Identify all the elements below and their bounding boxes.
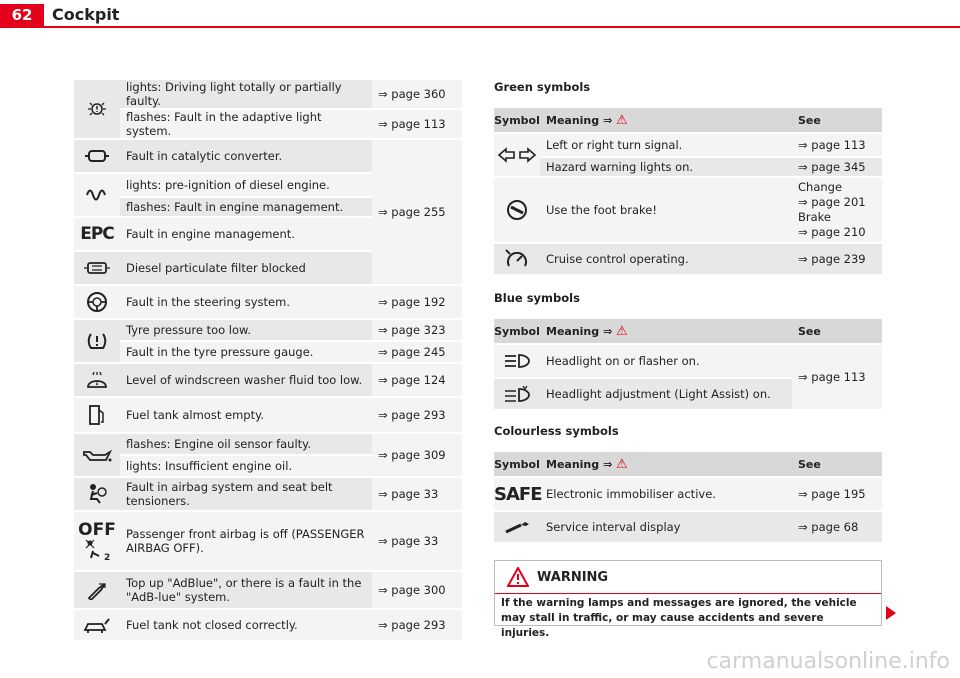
- row-text: lights: pre-ignition of diesel engine.: [120, 173, 372, 197]
- row-text: lights: Driving light totally or partially faulty.: [120, 80, 372, 109]
- col-see: See: [792, 108, 882, 133]
- row-text: flashes: Fault in engine management.: [120, 197, 372, 217]
- row-text: Left or right turn signal.: [540, 133, 792, 157]
- warning-text: If the warning lamps and messages are ignored, the vehicle may stall in traffic, or may cause accidents and severe injuries.: [501, 597, 857, 639]
- page-ref[interactable]: ⇒ page 195: [792, 477, 882, 511]
- turn-signal-icon: [494, 133, 540, 177]
- row-text: flashes: Fault in the adaptive light system.: [120, 109, 372, 139]
- warning-triangle-icon: [507, 567, 529, 587]
- col-symbol: Symbol: [494, 319, 540, 344]
- row-text: Fault in the tyre pressure gauge.: [120, 341, 372, 363]
- airbag-icon: [74, 477, 120, 511]
- adblue-icon: [74, 571, 120, 609]
- page-ref[interactable]: ⇒ page 33: [372, 477, 462, 511]
- next-page-arrow-icon[interactable]: [886, 606, 896, 620]
- page-ref[interactable]: ⇒ page 360: [372, 80, 462, 109]
- page-ref[interactable]: ⇒ page 113: [792, 344, 882, 410]
- page-ref[interactable]: ⇒ page 309: [372, 433, 462, 477]
- watermark: carmanualsonline.info: [706, 649, 950, 674]
- page-ref[interactable]: ⇒ page 113: [792, 133, 882, 157]
- steering-icon: [74, 285, 120, 319]
- row-text: lights: Insufficient engine oil.: [120, 455, 372, 477]
- row-text: flashes: Engine oil sensor faulty.: [120, 433, 372, 455]
- catalytic-converter-icon: [74, 139, 120, 173]
- airbag-off-icon: OFF 2: [74, 511, 120, 571]
- row-text: Diesel particulate filter blocked: [120, 251, 372, 285]
- light-assist-icon: [494, 378, 540, 410]
- row-text: Level of windscreen washer fluid too low.: [120, 363, 372, 397]
- page-ref[interactable]: ⇒ page 33: [372, 511, 462, 571]
- page-ref[interactable]: ⇒ page 239: [792, 243, 882, 275]
- page-number: 62: [0, 4, 44, 26]
- svg-text:2: 2: [104, 553, 110, 561]
- page-ref[interactable]: ⇒ page 255: [372, 139, 462, 285]
- col-see: See: [792, 319, 882, 344]
- row-text: Electronic immobiliser active.: [540, 477, 792, 511]
- page-ref[interactable]: ⇒ page 345: [792, 157, 882, 177]
- colourless-symbols-table: [494, 452, 882, 544]
- row-text: Headlight adjustment (Light Assist) on.: [540, 378, 792, 410]
- col-meaning: Meaning ⇒ ⚠: [540, 452, 792, 477]
- row-text: Tyre pressure too low.: [120, 319, 372, 341]
- fuel-cap-icon: [74, 609, 120, 641]
- green-symbols-title: Green symbols: [494, 80, 591, 94]
- washer-fluid-icon: [74, 363, 120, 397]
- row-text: Fault in engine management.: [120, 217, 372, 251]
- row-text: Fault in airbag system and seat belt tensioners.: [120, 477, 372, 511]
- warning-triangle-icon: ⚠: [616, 112, 628, 128]
- col-meaning: Meaning ⇒ ⚠: [540, 108, 792, 133]
- light-fault-icon: [74, 80, 120, 139]
- page-ref[interactable]: ⇒ page 300: [372, 571, 462, 609]
- col-symbol: Symbol: [494, 452, 540, 477]
- warning-header: [495, 561, 881, 594]
- col-meaning: Meaning ⇒ ⚠: [540, 319, 792, 344]
- page-ref[interactable]: ⇒ page 124: [372, 363, 462, 397]
- row-text: Headlight on or flasher on.: [540, 344, 792, 378]
- glow-plug-icon: [74, 173, 120, 217]
- oil-icon: [74, 433, 120, 477]
- col-see: See: [792, 452, 882, 477]
- page-ref[interactable]: ⇒ page 293: [372, 609, 462, 641]
- cruise-control-icon: [494, 243, 540, 275]
- row-text: Cruise control operating.: [540, 243, 792, 275]
- page-ref[interactable]: ⇒ page 323: [372, 319, 462, 341]
- row-text: Fuel tank almost empty.: [120, 397, 372, 433]
- warning-triangle-icon: ⚠: [616, 323, 628, 339]
- tyre-pressure-icon: [74, 319, 120, 363]
- row-text: Fuel tank not closed correctly.: [120, 609, 372, 641]
- page-ref[interactable]: Change ⇒ page 201 Brake ⇒ page 210: [792, 177, 882, 243]
- colourless-symbols-title: Colourless symbols: [494, 424, 619, 438]
- row-text: Fault in the steering system.: [120, 285, 372, 319]
- page-ref[interactable]: ⇒ page 293: [372, 397, 462, 433]
- headlight-icon: [494, 344, 540, 378]
- safe-icon: SAFE: [494, 477, 540, 511]
- epc-icon: EPC: [74, 217, 120, 251]
- particulate-filter-icon: [74, 251, 120, 285]
- warning-triangle-icon: ⚠: [616, 456, 628, 472]
- page-ref[interactable]: ⇒ page 113: [372, 109, 462, 139]
- warning-box: [494, 560, 882, 639]
- fuel-icon: [74, 397, 120, 433]
- blue-symbols-table: [494, 319, 882, 411]
- warning-title: WARNING: [537, 569, 609, 585]
- green-symbols-table: [494, 108, 882, 276]
- row-text: Passenger front airbag is off (PASSENGER AIRBAG OFF).: [120, 511, 372, 571]
- col-symbol: Symbol: [494, 108, 540, 133]
- blue-symbols-title: Blue symbols: [494, 291, 580, 305]
- page-title: Cockpit: [52, 5, 120, 24]
- page-ref[interactable]: ⇒ page 245: [372, 341, 462, 363]
- warning-lamps-table: [74, 80, 462, 642]
- row-text: Top up "AdBlue", or there is a fault in the "AdB-lue" system.: [120, 571, 372, 609]
- row-text: Service interval display: [540, 511, 792, 543]
- header-rule: [0, 26, 960, 28]
- page-ref[interactable]: ⇒ page 68: [792, 511, 882, 543]
- row-text: Fault in catalytic converter.: [120, 139, 372, 173]
- row-text: Hazard warning lights on.: [540, 157, 792, 177]
- page-ref[interactable]: ⇒ page 192: [372, 285, 462, 319]
- service-icon: [494, 511, 540, 543]
- foot-brake-icon: [494, 177, 540, 243]
- row-text: Use the foot brake!: [540, 177, 792, 243]
